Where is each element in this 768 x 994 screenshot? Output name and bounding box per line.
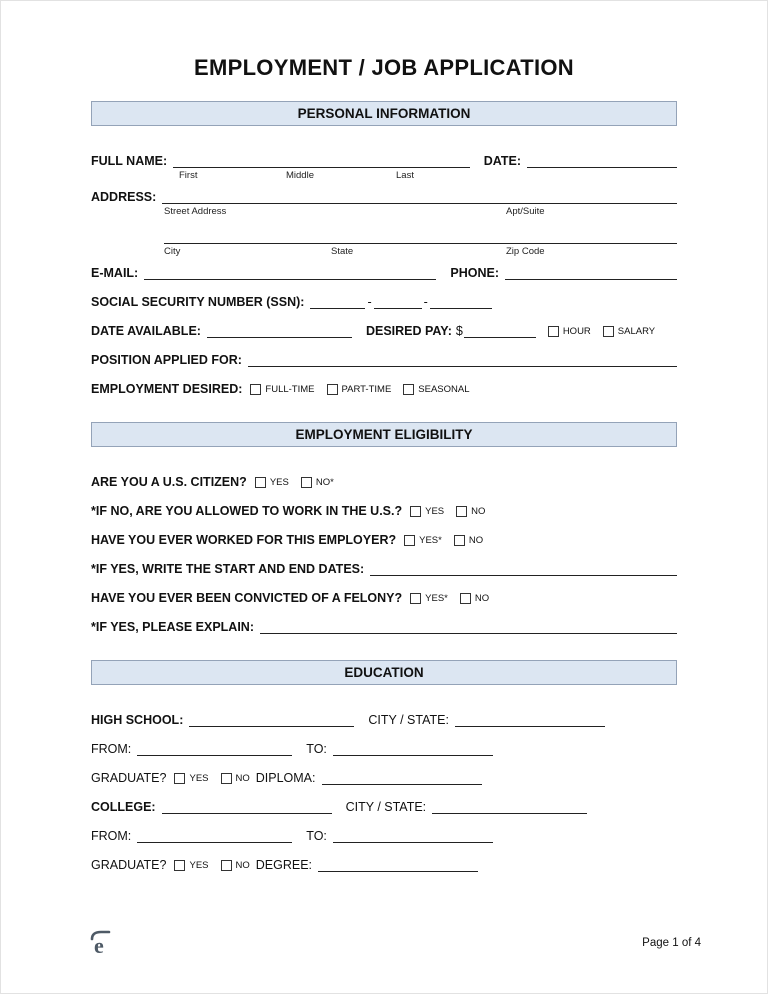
full-time-option bbox=[250, 384, 314, 396]
hs-graduate-yes-option bbox=[174, 773, 208, 785]
svg-text:e: e bbox=[94, 933, 104, 957]
felony-no-option bbox=[460, 593, 489, 605]
worked-before-question-row bbox=[91, 533, 677, 547]
zip-code-sublabel: Zip Code bbox=[506, 246, 545, 257]
felony-question-row bbox=[91, 591, 677, 605]
salary-checkbox[interactable] bbox=[603, 326, 614, 337]
section-header-employment-eligibility: EMPLOYMENT ELIGIBILITY bbox=[91, 422, 677, 447]
college-graduate-yes-label: YES bbox=[189, 860, 209, 871]
page-title: EMPLOYMENT / JOB APPLICATION bbox=[194, 55, 574, 80]
felony-question-label: HAVE YOU EVER BEEN CONVICTED OF A FELONY? bbox=[91, 591, 403, 605]
college-city-state-label: CITY / STATE: bbox=[345, 800, 427, 814]
hs-from-to-row bbox=[91, 742, 677, 756]
address-sublabels-row-1 bbox=[91, 206, 677, 217]
allowed-yes-checkbox[interactable] bbox=[410, 506, 421, 517]
desired-pay-label: DESIRED PAY: bbox=[365, 324, 452, 338]
citizen-no-label: NO* bbox=[315, 477, 334, 488]
college-label: COLLEGE: bbox=[91, 800, 156, 814]
ssn-row bbox=[91, 295, 677, 309]
allowed-to-work-question-label: *IF NO, ARE YOU ALLOWED TO WORK IN THE U.S.? bbox=[91, 504, 403, 518]
hs-from-label: FROM: bbox=[91, 742, 132, 756]
seasonal-checkbox[interactable] bbox=[403, 384, 414, 395]
ssn-separator-1: - bbox=[367, 295, 372, 309]
date-line[interactable] bbox=[527, 155, 677, 168]
address-line-1[interactable] bbox=[162, 191, 677, 204]
college-city-state-line[interactable] bbox=[432, 801, 587, 814]
apt-suite-sublabel: Apt/Suite bbox=[506, 206, 545, 217]
phone-line[interactable] bbox=[505, 267, 677, 280]
citizen-yes-checkbox[interactable] bbox=[255, 477, 266, 488]
college-from-to-row bbox=[91, 829, 677, 843]
college-from-line[interactable] bbox=[137, 830, 292, 843]
hs-city-state-line[interactable] bbox=[455, 714, 605, 727]
position-line[interactable] bbox=[248, 354, 677, 367]
citizen-no-checkbox[interactable] bbox=[301, 477, 312, 488]
felony-yes-label: YES* bbox=[425, 593, 448, 604]
worked-no-checkbox[interactable] bbox=[454, 535, 465, 546]
worked-before-question-label: HAVE YOU EVER WORKED FOR THIS EMPLOYER? bbox=[91, 533, 397, 547]
salary-label: SALARY bbox=[617, 326, 656, 337]
email-line[interactable] bbox=[144, 267, 436, 280]
seasonal-option bbox=[403, 384, 469, 396]
allowed-yes-option bbox=[410, 506, 444, 518]
ssn-line-3[interactable] bbox=[430, 296, 492, 309]
currency-symbol: $ bbox=[455, 324, 463, 338]
address-label: ADDRESS: bbox=[91, 190, 157, 204]
employment-desired-label: EMPLOYMENT DESIRED: bbox=[91, 382, 243, 396]
hour-label: HOUR bbox=[562, 326, 591, 337]
hs-graduate-no-option bbox=[221, 773, 250, 785]
page-number: Page 1 of 4 bbox=[642, 937, 701, 949]
start-end-dates-label: *IF YES, WRITE THE START AND END DATES: bbox=[91, 562, 365, 576]
worked-yes-option bbox=[404, 535, 442, 547]
start-end-dates-line[interactable] bbox=[370, 563, 677, 576]
ssn-line-2[interactable] bbox=[374, 296, 422, 309]
full-time-checkbox[interactable] bbox=[250, 384, 261, 395]
allowed-no-checkbox[interactable] bbox=[456, 506, 467, 517]
worked-no-label: NO bbox=[468, 535, 484, 546]
allowed-yes-label: YES bbox=[425, 506, 445, 517]
eforms-logo-icon bbox=[89, 929, 115, 957]
allowed-to-work-question-row bbox=[91, 504, 677, 518]
college-graduate-no-option bbox=[221, 860, 250, 872]
first-sublabel: First bbox=[179, 170, 198, 181]
phone-label: PHONE: bbox=[450, 266, 499, 280]
name-sublabels-row bbox=[91, 170, 677, 181]
worked-yes-label: YES* bbox=[419, 535, 442, 546]
felony-no-label: NO bbox=[474, 593, 490, 604]
full-name-row bbox=[91, 154, 677, 168]
email-label: E-MAIL: bbox=[91, 266, 139, 280]
citizen-question-label: ARE YOU A U.S. CITIZEN? bbox=[91, 475, 247, 489]
college-graduate-no-checkbox[interactable] bbox=[221, 860, 232, 871]
worked-yes-checkbox[interactable] bbox=[404, 535, 415, 546]
degree-label: DEGREE: bbox=[255, 858, 313, 872]
email-phone-row bbox=[91, 266, 677, 280]
street-address-sublabel: Street Address bbox=[164, 206, 227, 217]
college-graduate-yes-checkbox[interactable] bbox=[174, 860, 185, 871]
high-school-line[interactable] bbox=[189, 714, 354, 727]
hs-to-label: TO: bbox=[306, 742, 327, 756]
date-available-line[interactable] bbox=[207, 325, 352, 338]
high-school-row bbox=[91, 713, 677, 727]
hs-graduate-row bbox=[91, 771, 677, 785]
hs-city-state-label: CITY / STATE: bbox=[368, 713, 449, 727]
worked-no-option bbox=[454, 535, 483, 547]
hour-checkbox[interactable] bbox=[548, 326, 559, 337]
ssn-separator-2: - bbox=[423, 295, 428, 309]
college-line[interactable] bbox=[162, 801, 332, 814]
citizen-yes-option bbox=[255, 477, 289, 489]
date-available-row bbox=[91, 324, 677, 338]
high-school-label: HIGH SCHOOL: bbox=[91, 713, 184, 727]
explain-line[interactable] bbox=[260, 621, 677, 634]
hs-graduate-yes-checkbox[interactable] bbox=[174, 773, 185, 784]
position-row bbox=[91, 353, 677, 367]
college-graduate-no-label: NO bbox=[235, 860, 250, 871]
position-applied-for-label: POSITION APPLIED FOR: bbox=[91, 353, 242, 367]
college-graduate-yes-option bbox=[174, 860, 208, 872]
last-sublabel: Last bbox=[396, 170, 414, 181]
ssn-label: SOCIAL SECURITY NUMBER (SSN): bbox=[91, 295, 305, 309]
address-line-2[interactable] bbox=[164, 231, 677, 244]
diploma-label: DIPLOMA: bbox=[255, 771, 316, 785]
desired-pay-line[interactable] bbox=[464, 325, 536, 338]
full-name-label: FULL NAME: bbox=[91, 154, 168, 168]
address-sublabels-row-2 bbox=[91, 246, 677, 257]
hs-from-line[interactable] bbox=[137, 743, 292, 756]
part-time-label: PART-TIME bbox=[341, 384, 392, 395]
felony-explain-label: *IF YES, PLEASE EXPLAIN: bbox=[91, 620, 255, 634]
part-time-option bbox=[327, 384, 392, 396]
degree-line[interactable] bbox=[318, 859, 478, 872]
city-sublabel: City bbox=[164, 246, 181, 257]
address-row-2 bbox=[91, 231, 677, 244]
salary-option bbox=[603, 326, 655, 338]
hs-graduate-no-checkbox[interactable] bbox=[221, 773, 232, 784]
hour-option bbox=[548, 326, 591, 338]
hs-graduate-no-label: NO bbox=[235, 773, 250, 784]
felony-yes-checkbox[interactable] bbox=[410, 593, 421, 604]
employment-desired-row bbox=[91, 382, 677, 396]
felony-explain-row bbox=[91, 620, 677, 634]
hs-graduate-yes-label: YES bbox=[189, 773, 209, 784]
citizen-yes-label: YES bbox=[269, 477, 289, 488]
citizen-no-option bbox=[301, 477, 334, 489]
part-time-checkbox[interactable] bbox=[327, 384, 338, 395]
college-graduate-label: GRADUATE? bbox=[91, 858, 167, 872]
diploma-line[interactable] bbox=[322, 772, 482, 785]
seasonal-label: SEASONAL bbox=[418, 384, 470, 395]
hs-graduate-label: GRADUATE? bbox=[91, 771, 167, 785]
allowed-no-option bbox=[456, 506, 485, 518]
college-row bbox=[91, 800, 677, 814]
hs-to-line[interactable] bbox=[333, 743, 493, 756]
date-available-label: DATE AVAILABLE: bbox=[91, 324, 201, 338]
section-header-personal-information: PERSONAL INFORMATION bbox=[91, 101, 677, 126]
section-header-education: EDUCATION bbox=[91, 660, 677, 685]
allowed-no-label: NO bbox=[471, 506, 486, 517]
page-footer bbox=[89, 929, 701, 957]
full-name-line[interactable] bbox=[173, 155, 470, 168]
date-label: DATE: bbox=[483, 154, 521, 168]
eforms-logo bbox=[89, 929, 115, 957]
start-end-dates-row bbox=[91, 562, 677, 576]
college-graduate-row bbox=[91, 858, 677, 872]
felony-no-checkbox[interactable] bbox=[460, 593, 471, 604]
address-row bbox=[91, 190, 677, 204]
college-from-label: FROM: bbox=[91, 829, 132, 843]
ssn-line-1[interactable] bbox=[310, 296, 365, 309]
college-to-line[interactable] bbox=[333, 830, 493, 843]
college-to-label: TO: bbox=[306, 829, 327, 843]
felony-yes-option bbox=[410, 593, 448, 605]
full-time-label: FULL-TIME bbox=[265, 384, 315, 395]
state-sublabel: State bbox=[331, 246, 354, 257]
citizen-question-row bbox=[91, 475, 677, 489]
middle-sublabel: Middle bbox=[286, 170, 314, 181]
